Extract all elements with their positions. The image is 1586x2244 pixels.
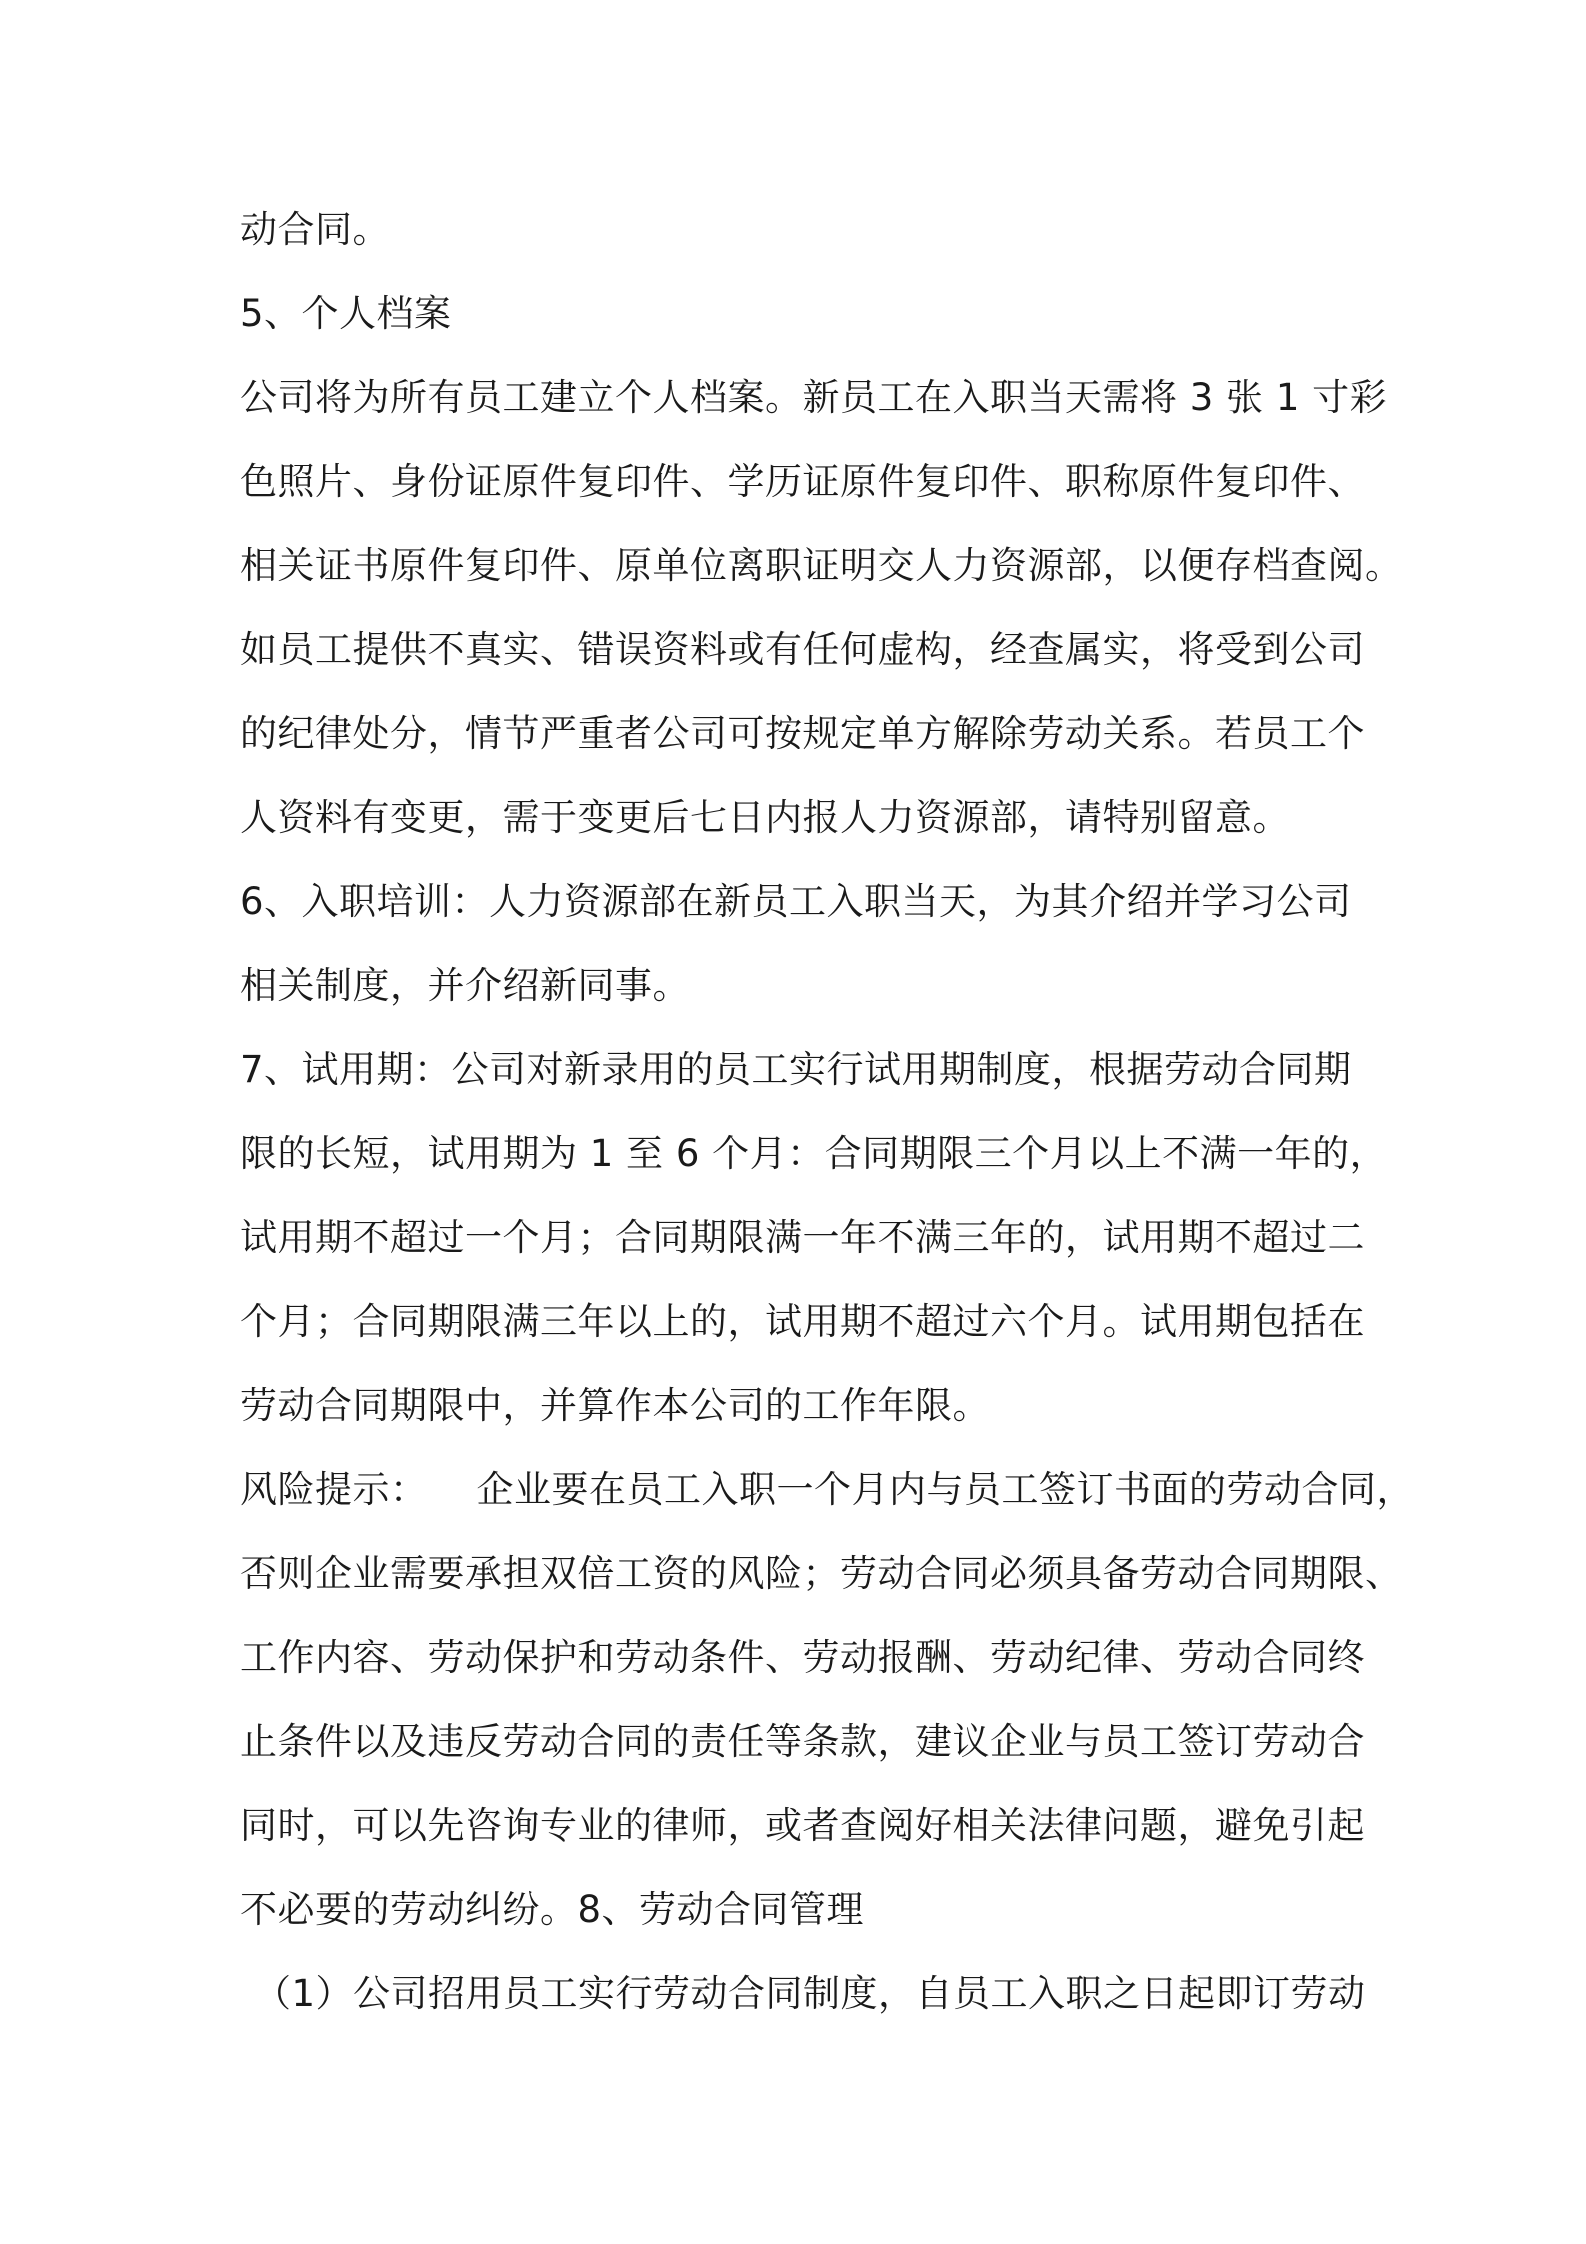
text-line: 个月；合同期限满三年以上的，试用期不超过六个月。试用期包括在: [240, 1300, 1365, 1343]
text-line: 限的长短，试用期为 1 至 6 个月：合同期限三个月以上不满一年的，: [240, 1132, 1388, 1175]
text-line: 如员工提供不真实、错误资料或有任何虚构，经查属实，将受到公司: [240, 628, 1365, 671]
text-line: 动合同。: [240, 208, 390, 251]
text-line: （1）公司招用员工实行劳动合同制度，自员工入职之日起即订劳动: [254, 1972, 1366, 2015]
risk-note-line: 风险提示： 企业要在员工入职一个月内与员工签订书面的劳动合同，: [240, 1468, 1415, 1511]
text-line: 相关制度，并介绍新同事。: [240, 964, 690, 1007]
text-line: 人资料有变更，需于变更后七日内报人力资源部，请特别留意。: [240, 796, 1290, 839]
section-heading: 5、个人档案: [240, 292, 452, 335]
text-line: 6、入职培训：人力资源部在新员工入职当天，为其介绍并学习公司: [240, 880, 1352, 923]
text-line: 止条件以及违反劳动合同的责任等条款，建议企业与员工签订劳动合: [240, 1720, 1365, 1763]
text-line: 不必要的劳动纠纷。8、劳动合同管理: [240, 1888, 865, 1931]
text-line: 色照片、身份证原件复印件、学历证原件复印件、职称原件复印件、: [240, 460, 1365, 503]
text-line: 公司将为所有员工建立个人档案。新员工在入职当天需将 3 张 1 寸彩: [240, 376, 1388, 419]
text-line: 否则企业需要承担双倍工资的风险；劳动合同必须具备劳动合同期限、: [240, 1552, 1403, 1595]
text-line: 相关证书原件复印件、原单位离职证明交人力资源部，以便存档查阅。: [240, 544, 1403, 587]
text-line: 的纪律处分，情节严重者公司可按规定单方解除劳动关系。若员工个: [240, 712, 1365, 755]
text-line: 工作内容、劳动保护和劳动条件、劳动报酬、劳动纪律、劳动合同终: [240, 1636, 1365, 1679]
text-line: 同时，可以先咨询专业的律师，或者查阅好相关法律问题，避免引起: [240, 1804, 1365, 1847]
text-line: 试用期不超过一个月；合同期限满一年不满三年的，试用期不超过二: [240, 1216, 1365, 1259]
text-line: 劳动合同期限中，并算作本公司的工作年限。: [240, 1384, 990, 1427]
text-line: 7、试用期：公司对新录用的员工实行试用期制度，根据劳动合同期: [240, 1048, 1352, 1091]
document-body: [240, 188, 1415, 2036]
